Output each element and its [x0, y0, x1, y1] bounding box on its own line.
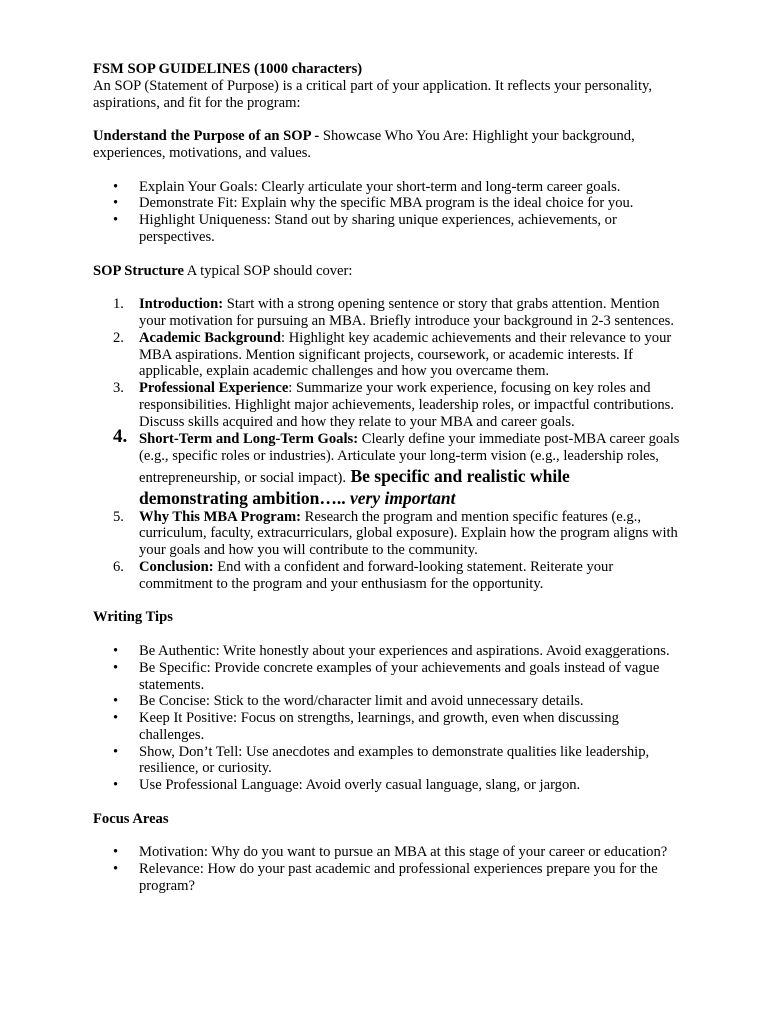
- structure-paragraph: SOP Structure A typical SOP should cover:: [93, 262, 353, 279]
- tips-heading: Writing Tips: [93, 609, 173, 626]
- bullet-icon: •: [113, 743, 119, 760]
- bullet-icon: •: [113, 212, 119, 229]
- focus-heading: Focus Areas: [93, 810, 169, 827]
- list-item: • Demonstrate Fit: Explain why the specific MBA program is the ideal choice for you.: [93, 195, 683, 212]
- list-item: 3. Professional Experience: Summarize your work experience, focusing on key roles and responsibilities. Highlight major achievements, leadership roles, or impactful contributions. Discuss skills acquired and how they relate to your MBA and career goals.: [113, 380, 674, 430]
- bullet-icon: •: [113, 777, 119, 794]
- bullet-icon: •: [113, 659, 119, 676]
- emphasis-note: Be specific and realistic while demonstrating ambition….. very important: [139, 465, 570, 508]
- list-item: 2. Academic Background: Highlight key academic achievements and their relevance to your MBA aspirations. Mention significant projects, coursework, or academic interests. If applicable, explain academic challenges and how you overcame them.: [113, 329, 672, 380]
- bullet-icon: •: [113, 844, 119, 861]
- intro-paragraph: An SOP (Statement of Purpose) is a critical part of your application. It reflects your personality, aspirations, and fit for the program:: [93, 77, 653, 111]
- focus-list: [93, 844, 683, 894]
- purpose-heading: Understand the Purpose of an SOP -: [93, 128, 320, 145]
- list-item: 6. Conclusion: End with a confident and forward-looking statement. Reiterate your commitment to the program and your enthusiasm for the opportunity.: [113, 558, 614, 592]
- list-item: • Be Authentic: Write honestly about your experiences and aspirations. Avoid exaggerations.: [93, 643, 683, 660]
- bullet-icon: •: [113, 861, 119, 878]
- tips-list: [93, 643, 683, 794]
- bullet-icon: •: [113, 642, 119, 659]
- purpose-list: [93, 179, 683, 246]
- list-item: • Relevance: How do your past academic and professional experiences prepare you for the program?: [93, 861, 683, 895]
- list-item: • Be Specific: Provide concrete examples of your achievements and goals instead of vague statements.: [93, 660, 683, 694]
- list-item: • Use Professional Language: Avoid overly casual language, slang, or jargon.: [93, 777, 683, 794]
- bullet-icon: •: [113, 178, 119, 195]
- list-item: • Motivation: Why do you want to pursue an MBA at this stage of your career or education?: [93, 844, 683, 861]
- list-item: • Explain Your Goals: Clearly articulate your short-term and long-term career goals.: [93, 179, 683, 196]
- document-title: FSM SOP GUIDELINES (1000 characters): [93, 61, 363, 77]
- list-item: • Be Concise: Stick to the word/character limit and avoid unnecessary details.: [93, 693, 683, 710]
- bullet-icon: •: [113, 693, 119, 710]
- structure-heading: SOP Structure: [93, 262, 184, 279]
- purpose-paragraph: Understand the Purpose of an SOP - Showcase Who You Are: Highlight your background, experiences, motivations, and values.: [93, 128, 635, 161]
- list-item: • Highlight Uniqueness: Stand out by sharing unique experiences, achievements, or perspectives.: [93, 212, 683, 246]
- list-item: • Show, Don’t Tell: Use anecdotes and examples to demonstrate qualities like leadership, resilience, or curiosity.: [93, 744, 683, 778]
- list-item: 1. Introduction: Start with a strong opening sentence or story that grabs attention. Mention your motivation for pursuing an MBA. Briefly introduce your background in 2-3 sentences.: [113, 296, 674, 329]
- list-item: • Keep It Positive: Focus on strengths, learnings, and growth, even when discussing challenges.: [93, 710, 683, 744]
- structure-list: [93, 296, 683, 592]
- document-body: [93, 61, 683, 895]
- list-item: 4. Short-Term and Long-Term Goals: Clearly define your immediate post-MBA career goals (e.g., specific roles or industries). Articulate your long-term vision (e.g., leadership roles, entrepreneurship, or social impact). Be specific and realistic while demonstrating ambition….. very important: [113, 425, 680, 508]
- list-item: 5. Why This MBA Program: Research the program and mention specific features (e.g., curriculum, faculty, extracurriculars, global exposure). Explain how the program aligns with your goals and how you will contribute to the community.: [113, 508, 678, 559]
- bullet-icon: •: [113, 195, 119, 212]
- bullet-icon: •: [113, 710, 119, 727]
